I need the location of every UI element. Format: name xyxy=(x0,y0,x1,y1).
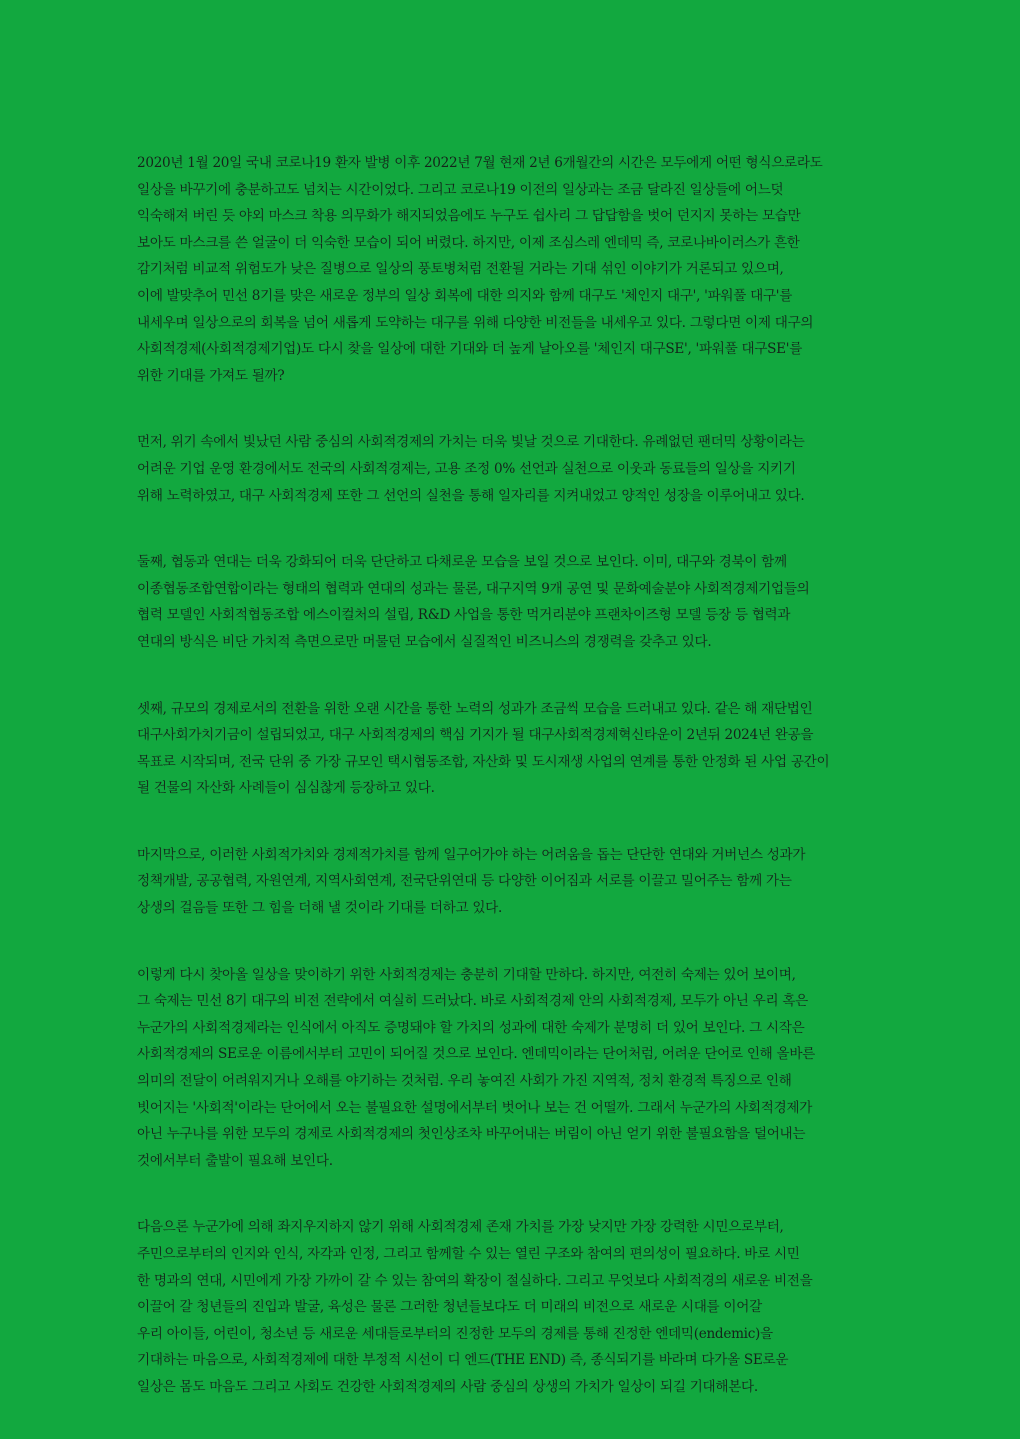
body-paragraph-1 xyxy=(137,150,910,389)
text-line: 될 건물의 자산화 사례들이 심심찮게 등장하고 있다. xyxy=(137,780,435,797)
text-line: 주민으로부터의 인지와 인식, 자각과 인정, 그리고 함께할 수 있는 열린 구조와 참여의 편의성이 필요하다. 바로 시민 xyxy=(137,1246,800,1262)
body-paragraph-7 xyxy=(137,1214,910,1400)
text-line: 2020년 1월 20일 국내 코로나19 환자 발병 이후 2022년 7월 현재 2년 6개월간의 시간은 모두에게 어떤 형식으로라도 xyxy=(137,155,823,171)
text-line: 먼저, 위기 속에서 빛났던 사람 중심의 사회적경제의 가치는 더욱 빛날 것으로 기대한다. 유례없던 팬더믹 상황이라는 xyxy=(137,434,805,451)
text-line: 사회적경제의 SE로운 이름에서부터 고민이 되어질 것으로 보인다. 엔데믹이라는 단어처럼, 어려운 단어로 인해 올바른 xyxy=(137,1046,816,1063)
body-paragraph-2 xyxy=(137,429,910,509)
text-line: 대구사회가치기금이 설립되었고, 대구 사회적경제의 핵심 기지가 될 대구사회적경제혁신타운이 2년뒤 2024년 완공을 xyxy=(137,727,814,744)
text-line: 셋째, 규모의 경제로서의 전환을 위한 오랜 시간을 통한 노력의 성과가 조금씩 모습을 드러내고 있다. 같은 해 재단법인 xyxy=(137,700,813,717)
text-line: 내세우며 일상으로의 회복을 넘어 새롭게 도약하는 대구를 위해 다양한 비전들을 내세우고 있다. 그렇다면 이제 대구의 xyxy=(137,314,814,331)
text-line: 이끌어 갈 청년들의 진입과 발굴, 육성은 물론 그러한 청년들보다도 더 미래의 비전으로 새로운 시대를 이어갈 xyxy=(137,1299,762,1316)
text-line: 한 명과의 연대, 시민에게 가장 가까이 갈 수 있는 참여의 확장이 절실하다. 그리고 무엇보다 사회적경의 새로운 비전을 xyxy=(137,1272,813,1289)
text-line: 마지막으로, 이러한 사회적가치와 경제적가치를 함께 일구어가야 하는 어려움을 돕는 단단한 연대와 거버넌스 성과가 xyxy=(137,846,806,863)
text-line: 이렇게 다시 찾아올 일상을 맞이하기 위한 사회적경제는 충분히 기대할 만하다. 하지만, 여전히 숙제는 있어 보이며, xyxy=(137,966,796,983)
body-paragraph-6 xyxy=(137,962,910,1175)
text-line: 누군가의 사회적경제라는 인식에서 아직도 증명돼야 할 가치의 성과에 대한 숙제가 분명히 더 있어 보인다. 그 시작은 xyxy=(137,1019,805,1036)
text-line: 우리 아이들, 어린이, 청소년 등 새로운 세대들로부터의 진정한 모두의 경제를 통해 진정한 엔데믹(endemic)을 xyxy=(137,1325,773,1342)
text-line: 협력 모델인 사회적협동조합 에스이컬처의 설립, R&D 사업을 통한 먹거리분야 프랜차이즈형 모델 등장 등 협력과 xyxy=(137,607,791,624)
text-line: 다음으론 누군가에 의해 좌지우지하지 않기 위해 사회적경제 존재 가치를 가장 낮지만 가장 강력한 시민으로부터, xyxy=(137,1219,784,1236)
text-line: 둘째, 협동과 연대는 더욱 강화되어 더욱 단단하고 다채로운 모습을 보일 것으로 보인다. 이미, 대구와 경북이 함께 xyxy=(137,554,787,571)
text-line: 상생의 걸음들 또한 그 힘을 더해 낼 것이라 기대를 더하고 있다. xyxy=(137,900,503,917)
text-line: 위한 기대를 가져도 될까? xyxy=(137,367,285,384)
text-line: 정책개발, 공공협력, 자원연계, 지역사회연계, 전국단위연대 등 다양한 이어짐과 서로를 이끌고 밀어주는 함께 가는 xyxy=(137,873,792,890)
text-line: 것에서부터 출발이 필요해 보인다. xyxy=(137,1152,333,1169)
text-line: 익숙해져 버린 듯 야외 마스크 착용 의무화가 해지되었음에도 누구도 쉽사리 그 답답함을 벗어 던지지 못하는 모습만 xyxy=(137,208,801,225)
text-line: 연대의 방식은 비단 가치적 측면으로만 머물던 모습에서 실질적인 비즈니스의 경쟁력을 갖추고 있다. xyxy=(137,633,712,650)
text-line: 이에 발맞추어 민선 8기를 맞은 새로운 정부의 일상 회복에 대한 의지와 함께 대구도 '체인지 대구', '파워풀 대구'를 xyxy=(137,287,793,304)
text-line: 일상은 몸도 마음도 그리고 사회도 건강한 사회적경제의 사람 중심의 상생의 가치가 일상이 되길 기대해본다. xyxy=(137,1378,758,1395)
text-line: 목표로 시작되며, 전국 단위 중 가장 규모인 택시협동조합, 자산화 및 도시재생 사업의 연계를 통한 안정화 된 사업 공간이 xyxy=(137,753,830,770)
text-line: 보아도 마스크를 쓴 얼굴이 더 익숙한 모습이 되어 버렸다. 하지만, 이제 조심스레 엔데믹 즉, 코로나바이러스가 흔한 xyxy=(137,234,800,251)
text-line: 이종협동조합연합이라는 형태의 협력과 연대의 성과는 물론, 대구지역 9개 공연 및 문화예술분야 사회적경제기업들의 xyxy=(137,580,810,597)
text-line: 기대하는 마음으로, 사회적경제에 대한 부정적 시선이 디 엔드(THE END) 즉, 종식되기를 바라며 다가올 SE로운 xyxy=(137,1352,789,1369)
text-line: 아닌 누구나를 위한 모두의 경제로 사회적경제의 첫인상조차 바꾸어내는 버림이 아닌 얻기 위한 불필요함을 덜어내는 xyxy=(137,1126,806,1143)
text-line: 일상을 바꾸기에 충분하고도 넘치는 시간이었다. 그리고 코로나19 이전의 일상과는 조금 달라진 일상들에 어느덧 xyxy=(137,181,784,198)
text-line: 감기처럼 비교적 위험도가 낮은 질병으로 일상의 풍토병처럼 전환될 거라는 기대 섞인 이야기가 거론되고 있으며, xyxy=(137,261,784,278)
body-paragraph-3 xyxy=(137,549,910,655)
text-line: 사회적경제(사회적경제기업)도 다시 찾을 일상에 대한 기대와 더 높게 날아오를 '체인지 대구SE', '파워풀 대구SE'를 xyxy=(137,341,803,358)
text-line: 어려운 기업 운영 환경에서도 전국의 사회적경제는, 고용 조정 0% 선언과 실천으로 이웃과 동료들의 일상을 지키기 xyxy=(137,460,796,477)
text-line: 위해 노력하였고, 대구 사회적경제 또한 그 선언의 실천을 통해 일자리를 지켜내었고 양적인 성장을 이루어내고 있다. xyxy=(137,487,805,504)
text-line: 의미의 전달이 어려워지거나 오해를 야기하는 것처럼. 우리 놓여진 사회가 가진 지역적, 정치 환경적 특징으로 인해 xyxy=(137,1073,792,1090)
text-line: 그 숙제는 민선 8기 대구의 비전 전략에서 여실히 드러났다. 바로 사회적경제 안의 사회적경제, 모두가 아닌 우리 혹은 xyxy=(137,993,808,1010)
body-paragraph-5 xyxy=(137,842,910,922)
body-paragraph-4 xyxy=(137,696,910,802)
text-line: 빗어지는 '사회적'이라는 단어에서 오는 불필요한 설명에서부터 벗어나 보는 건 어떨까. 그래서 누군가의 사회적경제가 xyxy=(137,1099,813,1116)
